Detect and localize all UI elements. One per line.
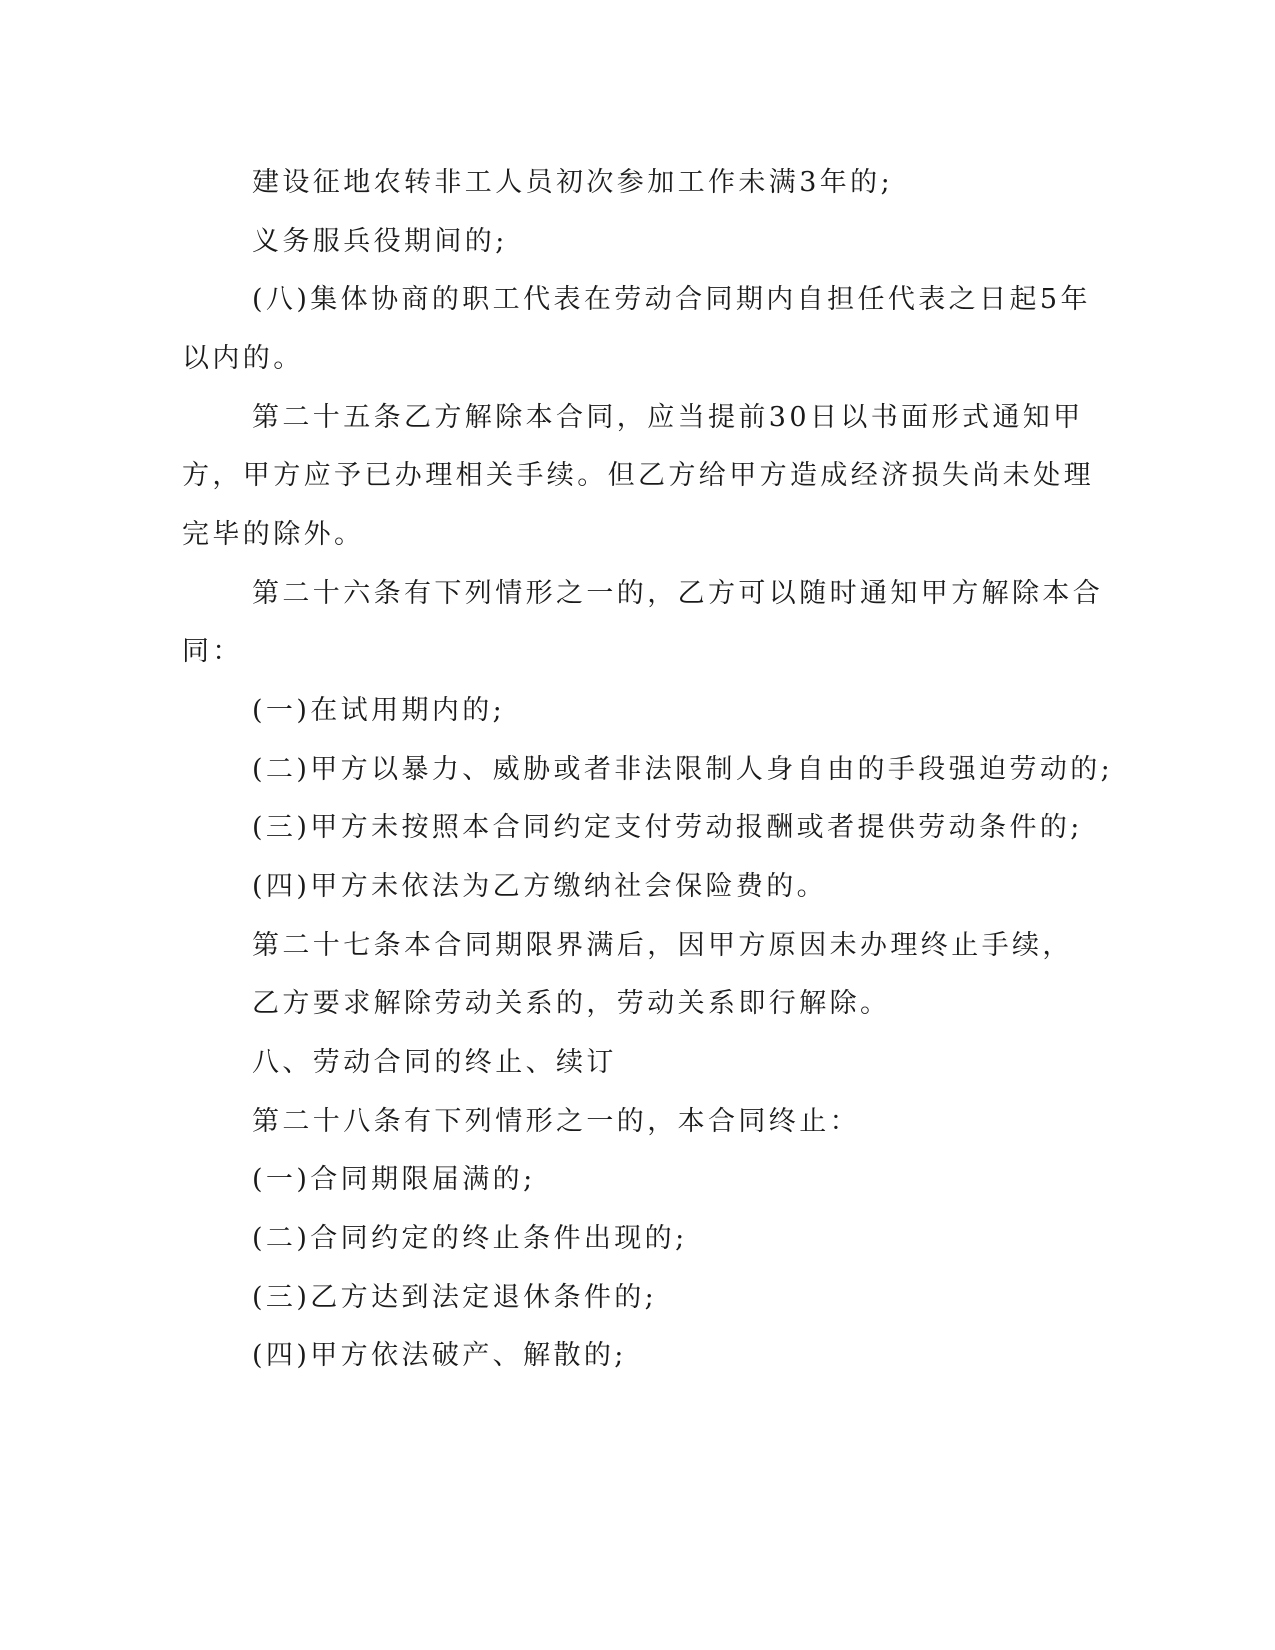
text-line: 以内的。 — [182, 343, 304, 374]
text-line: 义务服兵役期间的; — [252, 226, 508, 257]
text-line: 八、劳动合同的终止、续订 — [252, 1047, 617, 1078]
text-line: (三)乙方达到法定退休条件的; — [252, 1282, 658, 1313]
text-line: 第二十五条乙方解除本合同，应当提前30日以书面形式通知甲 — [252, 402, 1084, 433]
text-line: 建设征地农转非工人员初次参加工作未满3年的; — [252, 167, 894, 198]
text-line: (三)甲方未按照本合同约定支付劳动报酬或者提供劳动条件的; — [252, 812, 1083, 843]
text-line: 第二十六条有下列情形之一的，乙方可以随时通知甲方解除本合 — [252, 578, 1104, 609]
text-line: (四)甲方未依法为乙方缴纳社会保险费的。 — [252, 871, 828, 902]
text-line: (二)合同约定的终止条件出现的; — [252, 1223, 688, 1254]
text-line: 乙方要求解除劳动关系的，劳动关系即行解除。 — [252, 988, 891, 1019]
text-line: 方，甲方应予已办理相关手续。但乙方给甲方造成经济损失尚未处理 — [182, 460, 1094, 491]
text-line: (二)甲方以暴力、威胁或者非法限制人身自由的手段强迫劳动的; — [252, 754, 1114, 785]
text-line: 第二十八条有下列情形之一的，本合同终止： — [252, 1106, 860, 1137]
text-line: (一)在试用期内的; — [252, 695, 506, 726]
text-line: 完毕的除外。 — [182, 519, 365, 550]
text-line: (四)甲方依法破产、解散的; — [252, 1340, 627, 1371]
text-line: 同： — [182, 636, 243, 667]
text-line: 第二十七条本合同期限界满后，因甲方原因未办理终止手续， — [252, 930, 1073, 961]
text-line: (八)集体协商的职工代表在劳动合同期内自担任代表之日起5年 — [252, 284, 1091, 315]
text-line: (一)合同期限届满的; — [252, 1164, 536, 1195]
